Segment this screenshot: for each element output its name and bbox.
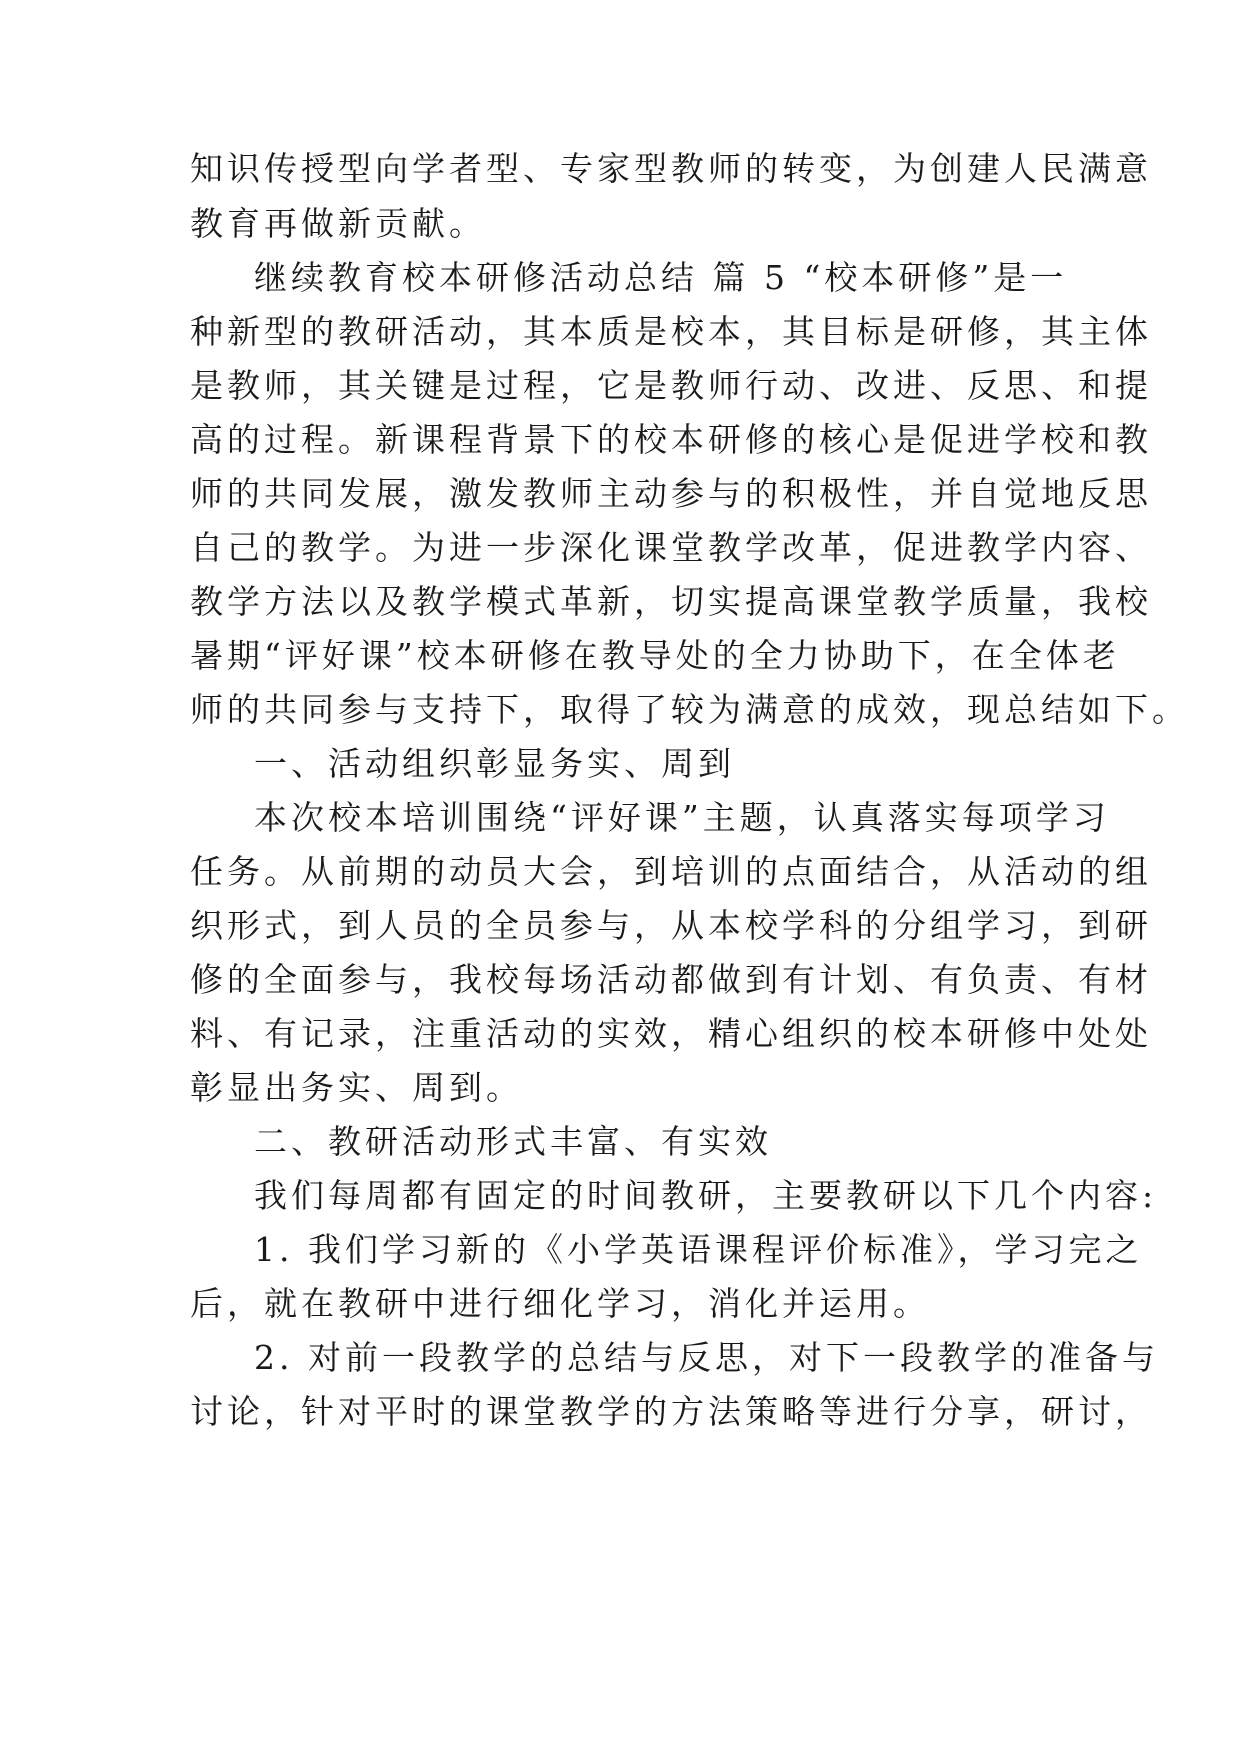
text-line: 教育再做新贡献。 [190,204,486,243]
subheading-1: 一、活动组织彰显务实、周到 [254,744,735,783]
text-line: 修的全面参与，我校每场活动都做到有计划、有负责、有材 [190,960,1152,999]
text-line: 料、有记录，注重活动的实效，精心组织的校本研修中处处 [190,1014,1152,1053]
text-line: 自己的教学。为进一步深化课堂教学改革，促进教学内容、 [190,528,1152,567]
text-line: 暑期“评好课”校本研修在教导处的全力协助下，在全体老 [190,636,1120,675]
text-line: 师的共同参与支持下，取得了较为满意的成效，现总结如下。 [190,690,1189,729]
text-line: 我们每周都有固定的时间教研，主要教研以下几个内容: [254,1176,1158,1215]
text-line: 本次校本培训围绕“评好课”主题，认真落实每项学习 [254,798,1110,837]
text-line: 高的过程。新课程背景下的校本研修的核心是促进学校和教 [190,420,1152,459]
text-line: 织形式，到人员的全员参与，从本校学科的分组学习，到研 [190,906,1152,945]
text-line: 任务。从前期的动员大会，到培训的点面结合，从活动的组 [190,852,1152,891]
text-line: 彰显出务实、周到。 [190,1068,523,1107]
text-line: 是教师，其关键是过程，它是教师行动、改进、反思、和提 [190,366,1152,405]
text-line: 种新型的教研活动，其本质是校本，其目标是研修，其主体 [190,312,1152,351]
text-line: 师的共同发展，激发教师主动参与的积极性，并自觉地反思 [190,474,1152,513]
text-line: 教学方法以及教学模式革新，切实提高课堂教学质量，我校 [190,582,1152,621]
text-line: 讨论，针对平时的课堂教学的方法策略等进行分享，研讨， [190,1392,1152,1431]
text-line: 知识传授型向学者型、专家型教师的转变，为创建人民满意 [190,149,1152,188]
section-heading-line: 继续教育校本研修活动总结 篇 5 “校本研修”是一 [254,258,1068,297]
list-item-1: 1. 我们学习新的《小学英语课程评价标准》，学习完之 [254,1230,1143,1269]
text-line: 后，就在教研中进行细化学习，消化并运用。 [190,1284,930,1323]
list-item-2: 2. 对前一段教学的总结与反思，对下一段教学的准备与 [254,1338,1159,1377]
subheading-2: 二、教研活动形式丰富、有实效 [254,1122,772,1161]
